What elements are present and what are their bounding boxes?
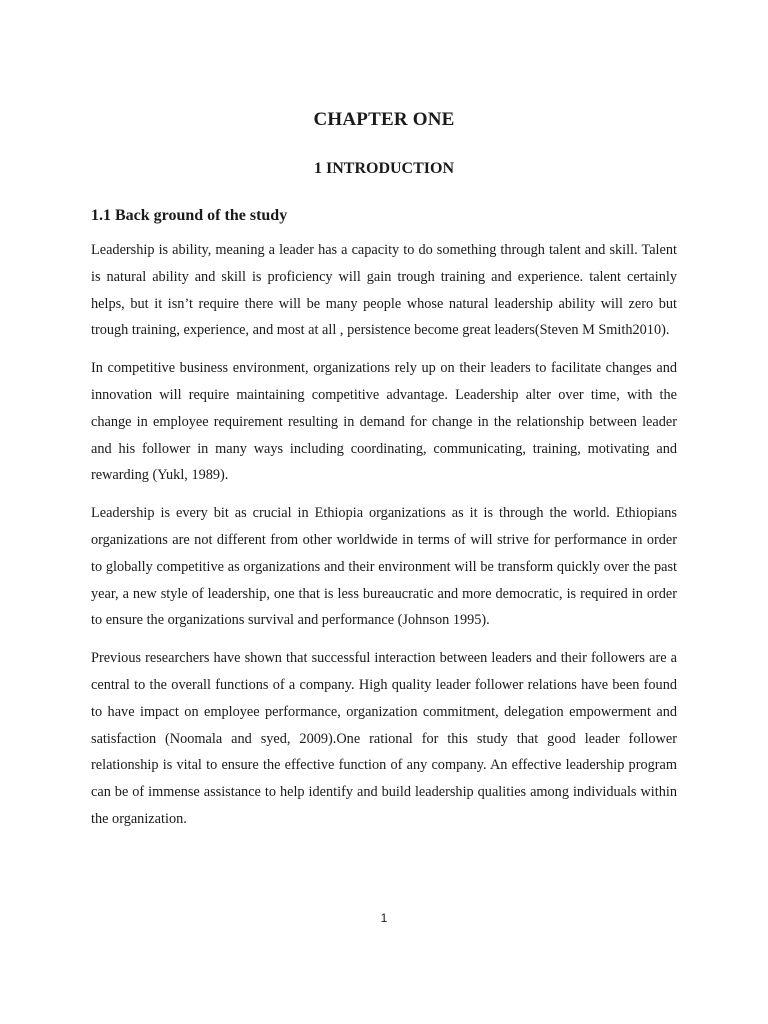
- page-number: 1: [380, 911, 388, 925]
- paragraph: In competitive business environment, organizations rely up on their leaders to facilitate changes and innovation will require maintaining competitive advantage. Leadership alter over time, with the change in employee requirement resulting in demand for change in the relationship between leader and his follower in many ways including coordinating, communicating, training, motivating and rewarding (Yukl, 1989).: [91, 360, 677, 484]
- section-heading: 1 INTRODUCTION: [313, 160, 454, 177]
- paragraph: Previous researchers have shown that successful interaction between leaders and their followers are a central to the overall functions of a company. High quality leader follower relations have been found to have impact on employee performance, organization commitment, delegation empowerment and satisfaction (Noomala and syed, 2009).One rational for this study that good leader follower relationship is vital to ensure the effective function of any company. An effective leadership program can be of immense assistance to help identify and build leadership qualities among individuals within the organization.: [91, 650, 677, 827]
- paragraph: Leadership is every bit as crucial in Ethiopia organizations as it is through the world. Ethiopians organizations are not different from other worldwide in terms of will strive for performance in order to globally competitive as organizations and their environment will be transform quickly over the past year, a new style of leadership, one that is less bureaucratic and more democratic, is required in order to ensure the organizations survival and performance (Johnson 1995).: [91, 505, 677, 629]
- subsection-heading: 1.1 Back ground of the study: [91, 207, 288, 224]
- paragraph: Leadership is ability, meaning a leader has a capacity to do something through talent and skill. Talent is natural ability and skill is proficiency will gain trough training and experience. talent certainly helps, but it isn’t require there will be many people whose natural leadership ability will zero but trough training, experience, and most at all , persistence become great leaders(Steven M Smith2010).: [91, 242, 677, 339]
- chapter-heading: CHAPTER ONE: [313, 109, 455, 130]
- body-text: [91, 237, 677, 844]
